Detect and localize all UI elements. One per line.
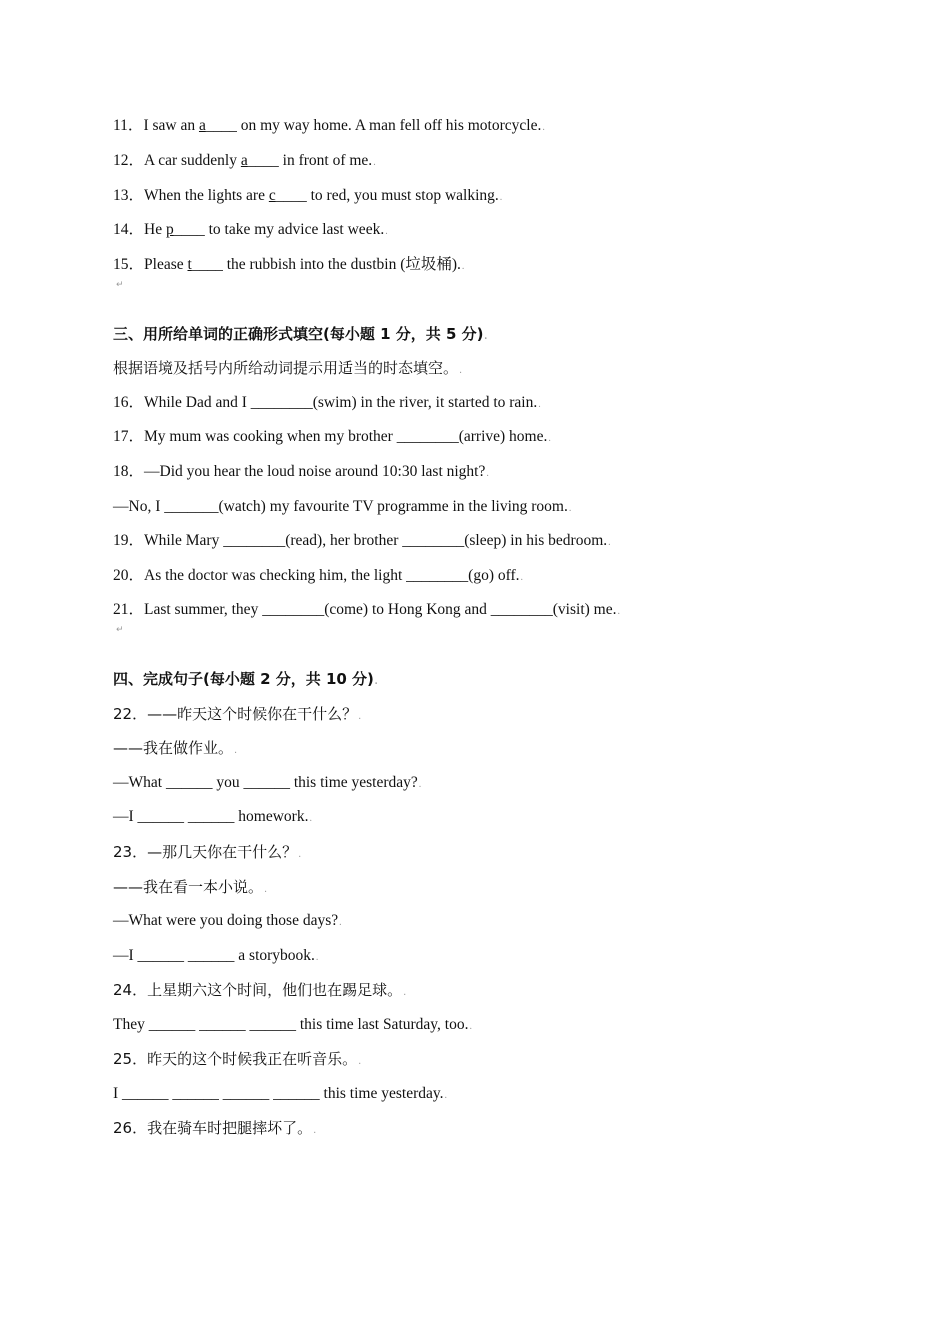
section-3-heading: 三、用所给单词的正确形式填空(每小题 1 分，共 5 分).	[113, 325, 487, 343]
question-24: 24．上星期六这个时间，他们也在踢足球。.	[113, 981, 407, 999]
question-21: 21．Last summer, they ________(come) to Hong Kong and ________(visit) me..	[113, 601, 620, 618]
paragraph-mark: ↵	[116, 625, 124, 635]
question-18-answer: —No, I _______(watch) my favourite TV programme in the living room..	[113, 498, 572, 515]
question-20: 20．As the doctor was checking him, the light ________(go) off..	[113, 567, 524, 584]
question-17: 17．My mum was cooking when my brother ________(arrive) home..	[113, 428, 551, 445]
question-22-line-1: —What ______ you ______ this time yesterday?.	[113, 774, 422, 791]
question-22-answer-cn: ——我在做作业。.	[113, 739, 238, 757]
question-12: 12．A car suddenly a____ in front of me..	[113, 152, 376, 169]
question-24-line: They ______ ______ ______ this time last Saturday, too..	[113, 1016, 472, 1033]
question-14: 14．He p____ to take my advice last week..	[113, 221, 388, 238]
question-25: 25．昨天的这个时候我正在听音乐。.	[113, 1050, 362, 1068]
question-11: 11．I saw an a____ on my way home. A man fell off his motorcycle..	[113, 117, 545, 134]
question-16: 16．While Dad and I ________(swim) in the river, it started to rain..	[113, 394, 541, 411]
question-15: 15．Please t____ the rubbish into the dustbin (垃圾桶)..	[113, 256, 465, 273]
paragraph-mark: ↵	[116, 280, 124, 290]
question-23-line-2: —I ______ ______ a storybook..	[113, 947, 319, 964]
section-4-heading: 四、完成句子(每小题 2 分，共 10 分).	[113, 670, 378, 688]
question-23-answer-cn: ——我在看一本小说。.	[113, 878, 268, 896]
question-23: 23．—那几天你在干什么？.	[113, 843, 302, 861]
question-13: 13．When the lights are c____ to red, you must stop walking..	[113, 187, 503, 204]
question-18: 18．—Did you hear the loud noise around 10:30 last night?.	[113, 463, 489, 480]
question-19: 19．While Mary ________(read), her brother ________(sleep) in his bedroom..	[113, 532, 611, 549]
question-25-line: I ______ ______ ______ ______ this time yesterday..	[113, 1085, 447, 1102]
question-22: 22．——昨天这个时候你在干什么？.	[113, 705, 362, 723]
question-23-line-1: —What were you doing those days?.	[113, 912, 342, 929]
question-26: 26．我在骑车时把腿摔坏了。.	[113, 1119, 317, 1137]
section-3-instruction: 根据语境及括号内所给动词提示用适当的时态填空。.	[113, 359, 463, 377]
question-22-line-2: —I ______ ______ homework..	[113, 808, 312, 825]
